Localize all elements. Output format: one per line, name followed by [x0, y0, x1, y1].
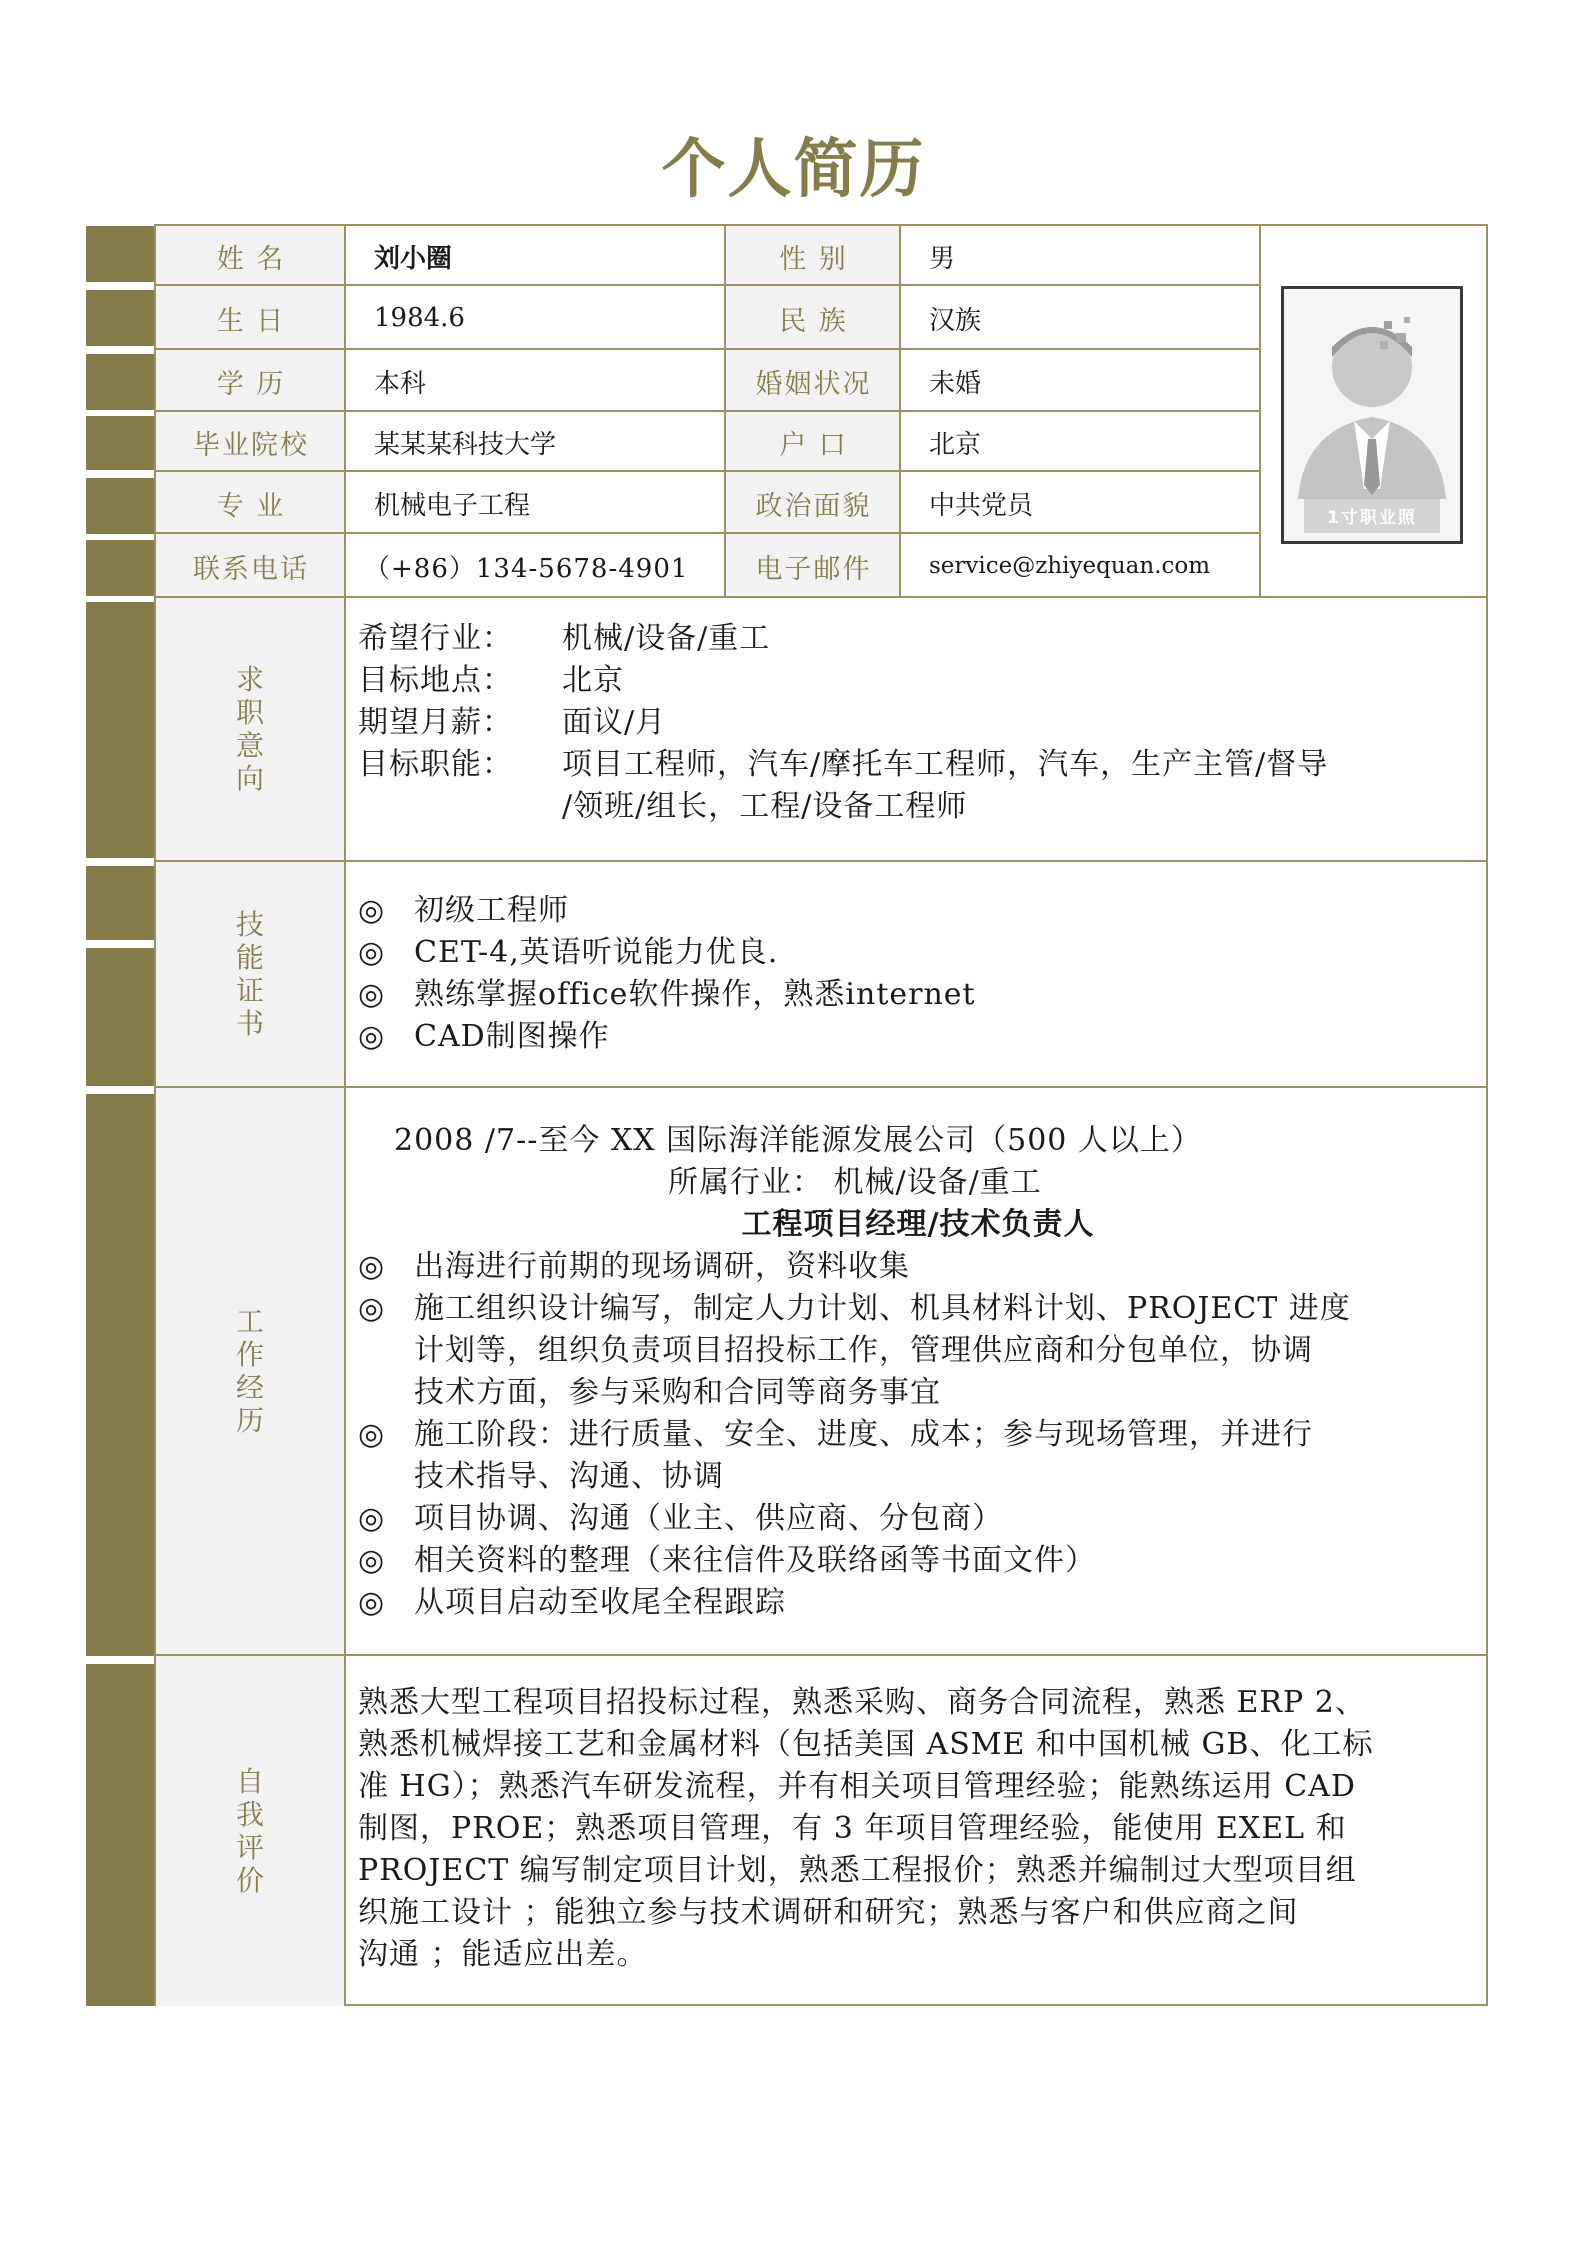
ethnicity-value: 汉族 [929, 305, 982, 336]
section-bar [86, 354, 154, 410]
work-period: 2008 /7--至今 XX 国际海洋能源发展公司（500 人以上） [394, 1123, 1202, 1158]
self-content: 熟悉大型工程项目招投标过程，熟悉采购、商务合同流程，熟悉 ERP 2、 熟悉机械焊接工艺和金属材料（包括美国 ASME 和中国机械 GB、化工标 准 HG）；熟悉汽车研发流程，并有相关项目管理经验；能熟练运用 CAD 制图，PROE；熟悉项目管理，有 3 年项目管理经验，能使用 EXEL 和 PROJECT 编写制定项目计划，熟悉工程报价；熟悉并编制过大型项目组 织施工设计 ；能独立参与技术调研和研究；熟悉与客户和供应商之间 沟通 ；能适应出差。 [358, 1685, 1374, 1972]
hukou-value: 北京 [929, 429, 982, 460]
list-item: ◎ 施工阶段：进行质量、安全、进度、成本；参与现场管理，并进行 技术指导、沟通、协调 [358, 1417, 1313, 1494]
section-bar [86, 540, 154, 596]
page-title: 个人简历 [661, 133, 926, 207]
section-bar [86, 866, 154, 940]
political-value: 中共党员 [929, 490, 1034, 521]
list-item: ◎ 项目协调、沟通（业主、供应商、分包商） [358, 1501, 1003, 1536]
ethnicity-label: 民 族 [726, 286, 901, 350]
school-label: 毕业院校 [156, 412, 346, 472]
major-value: 机械电子工程 [374, 490, 531, 521]
hukou-label: 户 口 [726, 412, 901, 472]
work-position: 工程项目经理/技术负责人 [741, 1207, 1095, 1242]
section-bar [86, 1094, 154, 1656]
email-label: 电子邮件 [726, 534, 901, 598]
self-heading: 自 我 评 价 [156, 1656, 344, 2006]
section-bar [86, 948, 154, 1086]
list-item: ◎ 从项目启动至收尾全程跟踪 [358, 1585, 786, 1620]
marital-value: 未婚 [929, 368, 982, 399]
photo-caption: 1寸职业照 [1327, 508, 1417, 528]
list-item: ◎ 施工组织设计编写，制定人力计划、机具材料计划、PROJECT 进度 计划等，组织负责项目招投标工作，管理供应商和分包单位，协调 技术方面，参与采购和合同等商务事宜 [358, 1291, 1351, 1410]
list-item: ◎ CAD制图操作 [358, 1019, 610, 1054]
work-heading: 工 作 经 历 [156, 1088, 344, 1654]
section-bar [86, 602, 154, 858]
gender-value: 男 [929, 243, 956, 274]
phone-value: （+86）134-5678-4901 [364, 553, 689, 584]
name-value: 刘小圈 [374, 243, 453, 274]
work-content [358, 1120, 1478, 1624]
education-label: 学 历 [156, 350, 346, 412]
list-item: ◎ CET-4,英语听说能力优良. [358, 935, 779, 970]
resume-table [154, 224, 1488, 2006]
work-industry: 所属行业： 机械/设备/重工 [668, 1165, 1042, 1200]
email-value: service@zhiyequan.com [929, 553, 1211, 579]
education-value: 本科 [374, 368, 427, 399]
list-item: ◎ 熟练掌握office软件操作，熟悉internet [358, 977, 976, 1012]
phone-label: 联系电话 [156, 534, 346, 598]
birth-label: 生 日 [156, 286, 346, 350]
section-bar [86, 416, 154, 470]
school-value: 某某某科技大学 [374, 429, 557, 460]
section-bar [86, 1664, 154, 2006]
section-bar [86, 290, 154, 346]
skills-heading: 技 能 证 书 [156, 862, 344, 1086]
political-label: 政治面貌 [726, 472, 901, 534]
intent-heading: 求 职 意 向 [156, 598, 344, 860]
intent-content: 希望行业： 机械/设备/重工 目标地点： 北京 期望月薪： 面议/月 目标职能： 项目工程师，汽车/摩托车工程师，汽车，生产主管/督导 /领班/组长，工程/设备工程师 [358, 621, 1329, 824]
list-item: ◎ 初级工程师 [358, 893, 569, 928]
marital-label: 婚姻状况 [726, 350, 901, 412]
list-item: ◎ 相关资料的整理（来往信件及联络函等书面文件） [358, 1543, 1096, 1578]
birth-value: 1984.6 [374, 303, 465, 333]
section-bar [86, 478, 154, 534]
section-bar [86, 226, 154, 282]
name-label: 姓 名 [156, 226, 346, 286]
list-item: ◎ 出海进行前期的现场调研，资料收集 [358, 1249, 910, 1284]
major-label: 专 业 [156, 472, 346, 534]
skills-list [358, 890, 1478, 1058]
photo-placeholder [1281, 286, 1463, 544]
gender-label: 性 别 [726, 226, 901, 286]
